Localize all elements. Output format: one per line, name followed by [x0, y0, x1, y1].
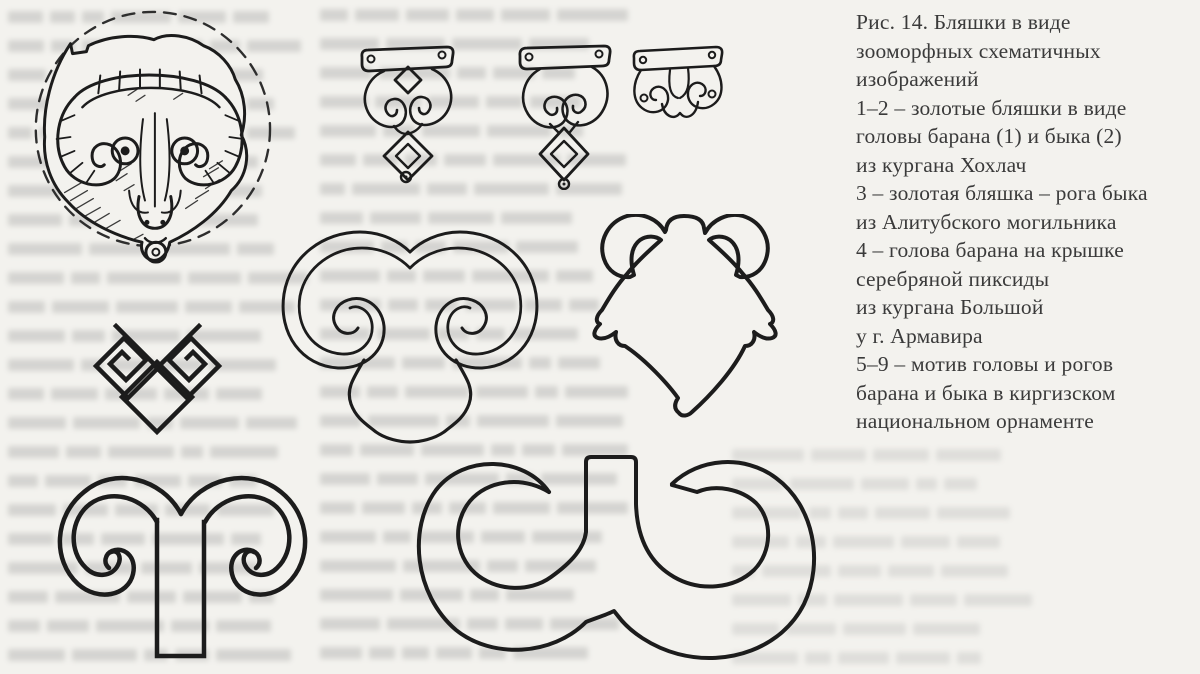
caption-line: 5–9 – мотив головы и рогов: [856, 352, 1114, 376]
caption-line: национальном орнаменте: [856, 409, 1094, 433]
ram-plaque-with-diamonds-drawing: [352, 44, 460, 184]
caption-line: 4 – голова барана на крышке: [856, 238, 1124, 262]
ram-head-plaque-drawing: [8, 2, 273, 270]
caption-line: из кургана Хохлач: [856, 152, 1027, 177]
caption-line: изображений: [856, 67, 979, 91]
caption-line: 1–2 – золотые бляшки в виде: [856, 95, 1127, 120]
caption-line: серебряной пиксиды: [856, 266, 1050, 291]
caption-line: 3 – золотая бляшка – рога быка: [856, 181, 1148, 205]
caption-line: у г. Армавира: [856, 323, 983, 348]
figure-caption: [856, 8, 1196, 436]
caption-line: головы барана (1) и быка (2): [856, 124, 1122, 148]
bull-horns-plaque-drawing: [628, 42, 728, 137]
caption-line: из Алитубского могильника: [856, 209, 1117, 234]
caption-line: зооморфных схематичных: [856, 38, 1101, 63]
ram-head-spiral-horns-drawing: [250, 216, 570, 446]
caption-line: Рис. 14. Бляшки в виде: [856, 10, 1071, 34]
double-spiral-motif-drawing: [404, 448, 824, 674]
caption-line: барана и быка в киргизском: [856, 380, 1116, 405]
ram-plaque-with-volutes-drawing: [512, 40, 617, 190]
ram-horns-aries-motif-drawing: [38, 454, 348, 674]
meander-ram-head-ornament-drawing: [70, 318, 245, 438]
caption-line: из кургана Большой: [856, 295, 1044, 319]
bull-head-silhouette-drawing: [582, 214, 797, 439]
